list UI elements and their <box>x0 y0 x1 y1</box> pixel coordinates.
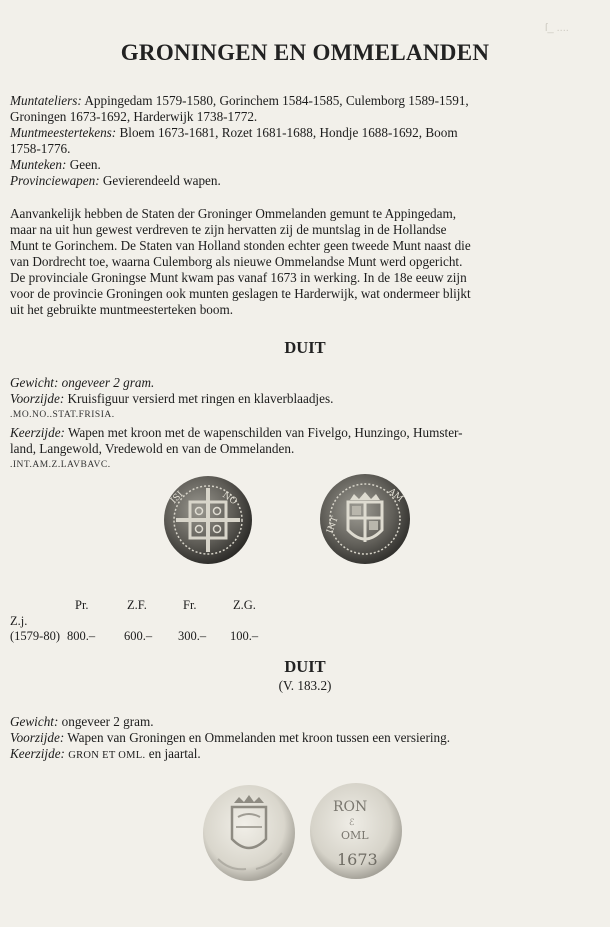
muntateliers-line2: Groningen 1673-1692, Harderwijk 1738-1772. <box>10 109 258 124</box>
price-header-pr: Pr. <box>75 598 89 612</box>
voorzijde-value: Wapen van Groningen en Ommelanden met kroon tussen een versiering. <box>67 730 451 745</box>
section2-gewicht <box>10 714 600 730</box>
svg-text:NO: NO <box>220 490 239 508</box>
voorzijde-legend: .MO.NO..STAT.FRISIA. <box>10 410 115 420</box>
svg-text:ℰ: ℰ <box>349 818 355 828</box>
section1-gewicht <box>10 375 600 391</box>
section2-voorzijde <box>10 730 600 746</box>
keerzijde-line2: land, Langewold, Vredewold en van de Ommelanden. <box>10 441 295 456</box>
keerzijde-legend: GRON ET OML. <box>68 750 146 761</box>
keerzijde-line1: Wapen met kroon met de wapenschilden van Fivelgo, Hunzingo, Humster- <box>68 425 463 440</box>
voorzijde-label: Voorzijde: <box>10 391 65 406</box>
muntmeestertekens-entry <box>10 125 600 157</box>
muntteken-value: Geen. <box>69 157 101 172</box>
svg-text:RON: RON <box>333 799 368 815</box>
section1-keerzijde <box>10 425 600 441</box>
intro-line: uit het gebruikte muntmeesterteken boom. <box>10 302 234 317</box>
muntteken-entry <box>10 157 600 173</box>
coin-duit-1-obverse <box>162 474 254 566</box>
svg-text:INT: INT <box>325 515 341 536</box>
muntteken-label: Munteken: <box>10 157 67 172</box>
gewicht-value: ongeveer 2 gram. <box>61 375 155 390</box>
provinciewapen-value: Gevierendeeld wapen. <box>102 173 221 188</box>
price-header-zg: Z.G. <box>233 598 256 612</box>
muntateliers-line1: Appingedam 1579-1580, Gorinchem 1584-1585, Culemborg 1589-1591, <box>84 93 469 108</box>
price-row-label-zj: Z.j. <box>10 614 28 628</box>
svg-text:ISI: ISI <box>169 489 186 507</box>
muntateliers-label: Muntateliers: <box>10 93 82 108</box>
price-header-fr: Fr. <box>183 598 197 612</box>
price-value-fr: 300.– <box>178 629 207 643</box>
intro-line: De provinciale Groningse Munt kwam pas vanaf 1673 in werking. In de 18e eeuw zijn <box>10 270 467 285</box>
keerzijde-legend: .INT.AM.Z.LAVBAVC. <box>10 460 111 470</box>
svg-text:AM: AM <box>386 486 405 505</box>
section1-voorzijde <box>10 391 600 407</box>
section2-keerzijde <box>10 746 600 764</box>
coin-duit-1-reverse <box>318 472 412 566</box>
muntmeestertekens-line2: 1758-1776. <box>10 141 71 156</box>
gewicht-value: ongeveer 2 gram. <box>61 714 154 729</box>
voorzijde-label: Voorzijde: <box>10 730 65 745</box>
price-header-zf: Z.F. <box>127 598 147 612</box>
keerzijde-rest: en jaartal. <box>148 746 201 761</box>
section2-heading: DUIT <box>284 657 326 676</box>
gewicht-label: Gewicht: <box>10 714 59 729</box>
intro-line: maar na uit hun gewest verdreven te zijn hervatten zij de muntslag in de Hollandse <box>10 222 447 237</box>
page-title: GRONINGEN EN OMMELANDEN <box>120 40 490 65</box>
provinciewapen-label: Provinciewapen: <box>10 173 100 188</box>
coin-duit-2-obverse <box>200 783 298 883</box>
price-value-zf: 600.– <box>124 629 153 643</box>
intro-paragraph <box>10 206 600 318</box>
intro-line: Aanvankelijk hebben de Staten der Groninger Ommelanden gemunt te Appingedam, <box>10 206 457 221</box>
svg-text:1673: 1673 <box>337 850 378 869</box>
price-row-label-period: (1579-80) <box>10 629 60 643</box>
coin-duit-2-reverse <box>307 781 405 881</box>
section1-heading: DUIT <box>284 338 326 357</box>
intro-line: Munt te Gorinchem. De Staten van Holland stonden echter geen tweede Munt naast die <box>10 238 471 253</box>
price-value-zg: 100.– <box>230 629 259 643</box>
keerzijde-label: Keerzijde: <box>10 425 65 440</box>
muntmeestertekens-label: Muntmeestertekens: <box>10 125 117 140</box>
section2-subheading: (V. 183.2) <box>278 678 332 693</box>
price-value-pr: 800.– <box>67 629 96 643</box>
keerzijde-label: Keerzijde: <box>10 746 65 761</box>
gewicht-label: Gewicht: <box>10 375 59 390</box>
svg-text:OML: OML <box>341 829 369 842</box>
bleed-through-text: ſ_ .... <box>545 22 569 34</box>
voorzijde-value: Kruisfiguur versierd met ringen en klaverblaadjes. <box>67 391 334 406</box>
intro-line: voor de provincie Groningen ook munten geslagen te Harderwijk, wat ondermeer blijkt <box>10 286 471 301</box>
provinciewapen-entry <box>10 173 600 189</box>
muntmeestertekens-line1: Bloem 1673-1681, Rozet 1681-1688, Hondje 1688-1692, Boom <box>119 125 458 140</box>
muntateliers-entry <box>10 93 600 125</box>
intro-line: van Dordrecht toe, waarna Culemborg als nieuwe Ommelandse Munt werd opgericht. <box>10 254 463 269</box>
